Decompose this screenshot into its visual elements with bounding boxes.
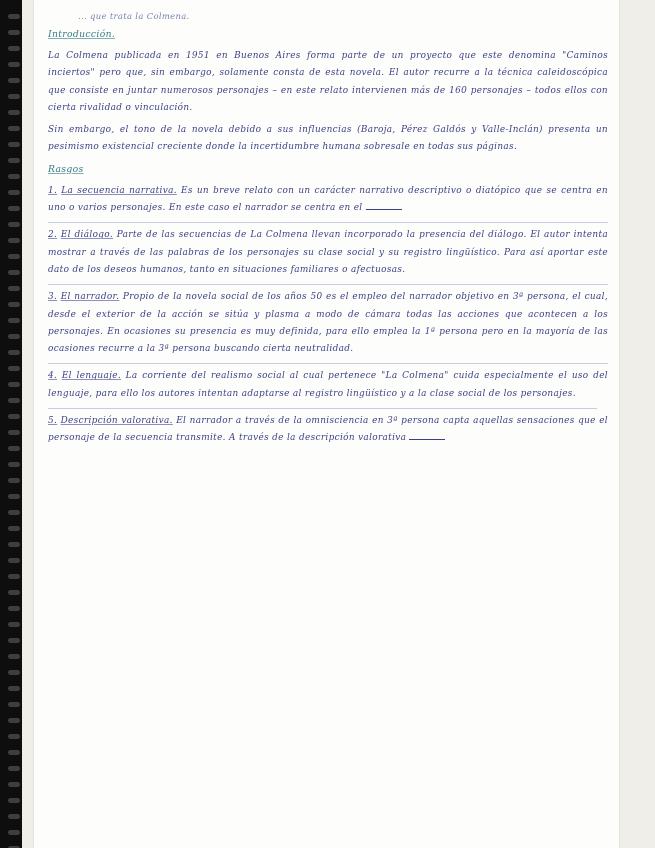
binder-hole <box>8 718 20 723</box>
binder-hole <box>8 574 20 579</box>
binder-hole <box>8 46 20 51</box>
rasgo-item-5 <box>48 413 608 448</box>
binder-hole <box>8 254 20 259</box>
rasgo-number: 3. <box>48 292 58 303</box>
rasgo-number: 1. <box>48 185 58 196</box>
binder-hole <box>8 174 20 179</box>
rasgo-title: El narrador. <box>60 292 120 303</box>
rasgos-heading <box>48 162 608 178</box>
rasgo-item-1 <box>48 183 608 218</box>
divider <box>48 222 608 223</box>
binder-hole <box>8 286 20 291</box>
binder-hole <box>8 126 20 131</box>
rasgos-heading-text: Rasgos <box>48 163 84 175</box>
binder-hole <box>8 750 20 755</box>
binder-hole <box>8 622 20 627</box>
rasgo-item-2 <box>48 227 608 279</box>
binder-hole <box>8 654 20 659</box>
intro-paragraph-1: La Colmena publicada en 1951 en Buenos Aires forma parte de un proyecto que este denomina "Caminos inciertos" pero que, sin embargo, solamente consta de esta novela. El autor recurre a la técnica caleidoscópica que consiste en juntar numerosos personajes – en este relato intervienen más de 160 personajes – todos ellos con cierta rivalidad o vinculación. <box>48 51 608 113</box>
binder-hole <box>8 494 20 499</box>
binder-hole <box>8 670 20 675</box>
binder-hole <box>8 734 20 739</box>
binder-hole <box>8 238 20 243</box>
binder-hole <box>8 606 20 611</box>
binder-hole <box>8 814 20 819</box>
binder-hole <box>8 590 20 595</box>
binder-hole <box>8 110 20 115</box>
binder-hole <box>8 222 20 227</box>
rasgo-text: La corriente del realismo social al cual pertenece "La Colmena" cuida especialmente el uso del lenguaje, para ello los autores intentan adaptarse al registro lingüístico y a la clase social de los personajes. <box>48 371 608 399</box>
binder-hole <box>8 14 20 19</box>
rasgo-title: El diálogo. <box>60 230 114 241</box>
rasgo-text: Propio de la novela social de los años 50 es el empleo del narrador objetivo en 3ª persona, el cual, desde el exterior de la acción se sitúa y plasma a modo de cámara todas las acciones que acontecen a los personajes. En ocasiones su presencia es muy definida, para ello emplea la 1ª persona pero en la mayoría de las ocasiones recurre a la 3ª persona buscando cierta neutralidad. <box>48 292 608 355</box>
binder-hole <box>8 446 20 451</box>
rasgo-number: 5. <box>48 416 58 427</box>
binder-hole <box>8 462 20 467</box>
rasgo-text: Parte de las secuencias de La Colmena llevan incorporado la presencia del diálogo. El autor intenta mostrar a través de las palabras de los personajes su clase social y su registro lingüístico. Para así aportar este dato de los deseos humanos, tanto en situaciones familiares o afectuosas. <box>48 230 608 275</box>
binder-hole <box>8 526 20 531</box>
rasgo-text: Es un breve relato con un carácter narrativo descriptivo o diatópico que se centra en uno o varios personajes. En este caso el narrador se centra en el <box>48 185 608 214</box>
binder-hole <box>8 798 20 803</box>
binder-hole <box>8 206 20 211</box>
fill-in-blank <box>409 431 445 440</box>
binder-hole <box>8 30 20 35</box>
binder-hole <box>8 382 20 387</box>
binder-hole <box>8 766 20 771</box>
binder-hole <box>8 430 20 435</box>
binder-hole <box>8 638 20 643</box>
rasgo-item-4 <box>48 368 608 403</box>
binder-hole <box>8 542 20 547</box>
divider <box>48 284 608 285</box>
rasgo-text: El narrador a través de la omnisciencia en 3ª persona capta aquellas sensaciones que el personaje de la secuencia transmite. A través de la descripción valorativa <box>48 416 608 444</box>
binder-hole <box>8 318 20 323</box>
rasgo-number: 2. <box>48 230 58 241</box>
binder-hole <box>8 334 20 339</box>
binder-hole <box>8 510 20 515</box>
binder-hole <box>8 270 20 275</box>
binder-hole <box>8 782 20 787</box>
binder-spiral-edge <box>0 0 22 848</box>
binder-hole <box>8 190 20 195</box>
binder-hole <box>8 414 20 419</box>
binder-hole <box>8 94 20 99</box>
binder-hole <box>8 830 20 835</box>
divider <box>48 408 597 409</box>
intro-heading <box>48 27 608 43</box>
rasgo-title: La secuencia narrativa. <box>61 185 177 196</box>
binder-hole <box>8 366 20 371</box>
divider <box>48 363 608 364</box>
fill-in-blank <box>366 201 402 210</box>
binder-hole <box>8 398 20 403</box>
binder-hole <box>8 702 20 707</box>
top-fragment: ... que trata la Colmena. <box>78 11 190 21</box>
binder-hole <box>8 62 20 67</box>
rasgo-number: 4. <box>48 371 58 382</box>
binder-hole <box>8 350 20 355</box>
binder-hole <box>8 302 20 307</box>
rasgo-title: El lenguaje. <box>61 371 121 382</box>
binder-hole <box>8 478 20 483</box>
binder-hole <box>8 158 20 163</box>
page-content <box>48 10 608 453</box>
intro-heading-text: Introducción. <box>48 29 116 40</box>
binder-hole <box>8 686 20 691</box>
intro-paragraph-2: Sin embargo, el tono de la novela debido a sus influencias (Baroja, Pérez Galdós y Valle-Inclán) presenta un pesimismo existencial creciente donde la incertidumbre humana sobresale en todas sus páginas. <box>48 125 608 153</box>
rasgo-title: Descripción valorativa. <box>60 416 173 427</box>
binder-hole <box>8 78 20 83</box>
binder-hole <box>8 142 20 147</box>
handwritten-page <box>34 0 619 848</box>
rasgo-item-3 <box>48 289 608 358</box>
binder-hole <box>8 558 20 563</box>
